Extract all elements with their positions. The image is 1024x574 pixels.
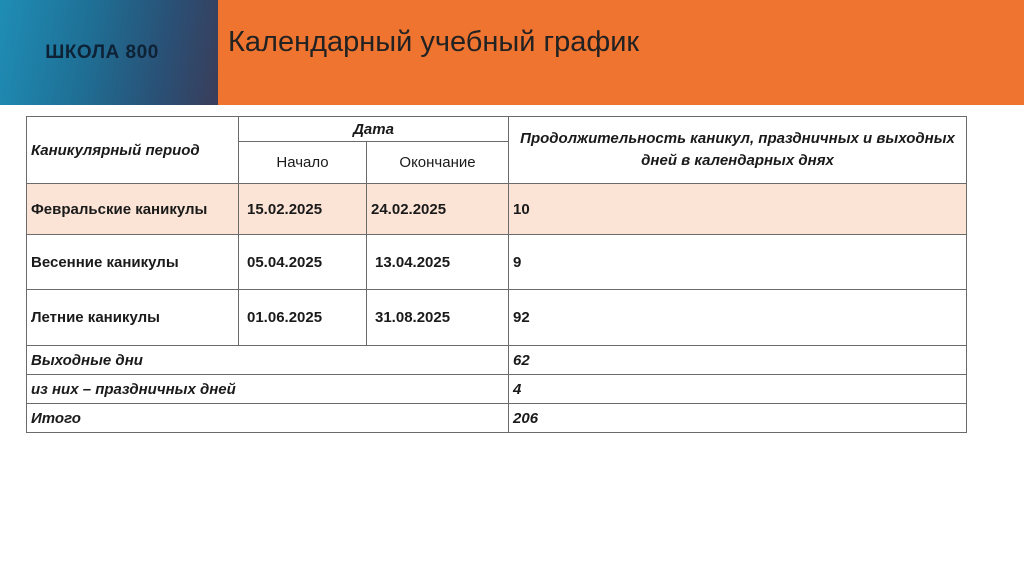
summary-row	[27, 375, 967, 404]
end-date-cell: 31.08.2025	[367, 290, 509, 346]
start-date-cell: 01.06.2025	[239, 290, 367, 346]
title-bar	[218, 0, 1024, 105]
summary-label: Итого	[27, 404, 509, 433]
header-start: Начало	[239, 142, 367, 184]
start-date-cell: 15.02.2025	[239, 184, 367, 235]
summary-label: Выходные дни	[27, 346, 509, 375]
end-date-cell: 13.04.2025	[367, 235, 509, 290]
header-duration: Продолжительность каникул, праздничных и выходных дней в календарных днях	[509, 117, 967, 184]
schedule-table	[26, 116, 967, 433]
days-cell: 10	[509, 184, 967, 235]
table-header-row	[27, 117, 967, 142]
summary-row	[27, 404, 967, 433]
end-date-cell: 24.02.2025	[367, 184, 509, 235]
header-end: Окончание	[367, 142, 509, 184]
header-period: Каникулярный период	[27, 117, 239, 184]
start-date-cell: 05.04.2025	[239, 235, 367, 290]
summary-label: из них – праздничных дней	[27, 375, 509, 404]
header-date: Дата	[239, 117, 509, 142]
days-cell: 9	[509, 235, 967, 290]
summary-row	[27, 346, 967, 375]
logo-text: ШКОЛА 800	[45, 41, 159, 63]
days-cell: 92	[509, 290, 967, 346]
period-cell: Весенние каникулы	[27, 235, 239, 290]
table-row	[27, 235, 967, 290]
table-row	[27, 184, 967, 235]
summary-value: 4	[509, 375, 967, 404]
summary-value: 206	[509, 404, 967, 433]
period-cell: Летние каникулы	[27, 290, 239, 346]
school-logo	[0, 0, 218, 105]
period-cell: Февральские каникулы	[27, 184, 239, 235]
table-row	[27, 290, 967, 346]
summary-value: 62	[509, 346, 967, 375]
slide-header	[0, 0, 1024, 105]
page-title: Календарный учебный график	[228, 26, 640, 58]
